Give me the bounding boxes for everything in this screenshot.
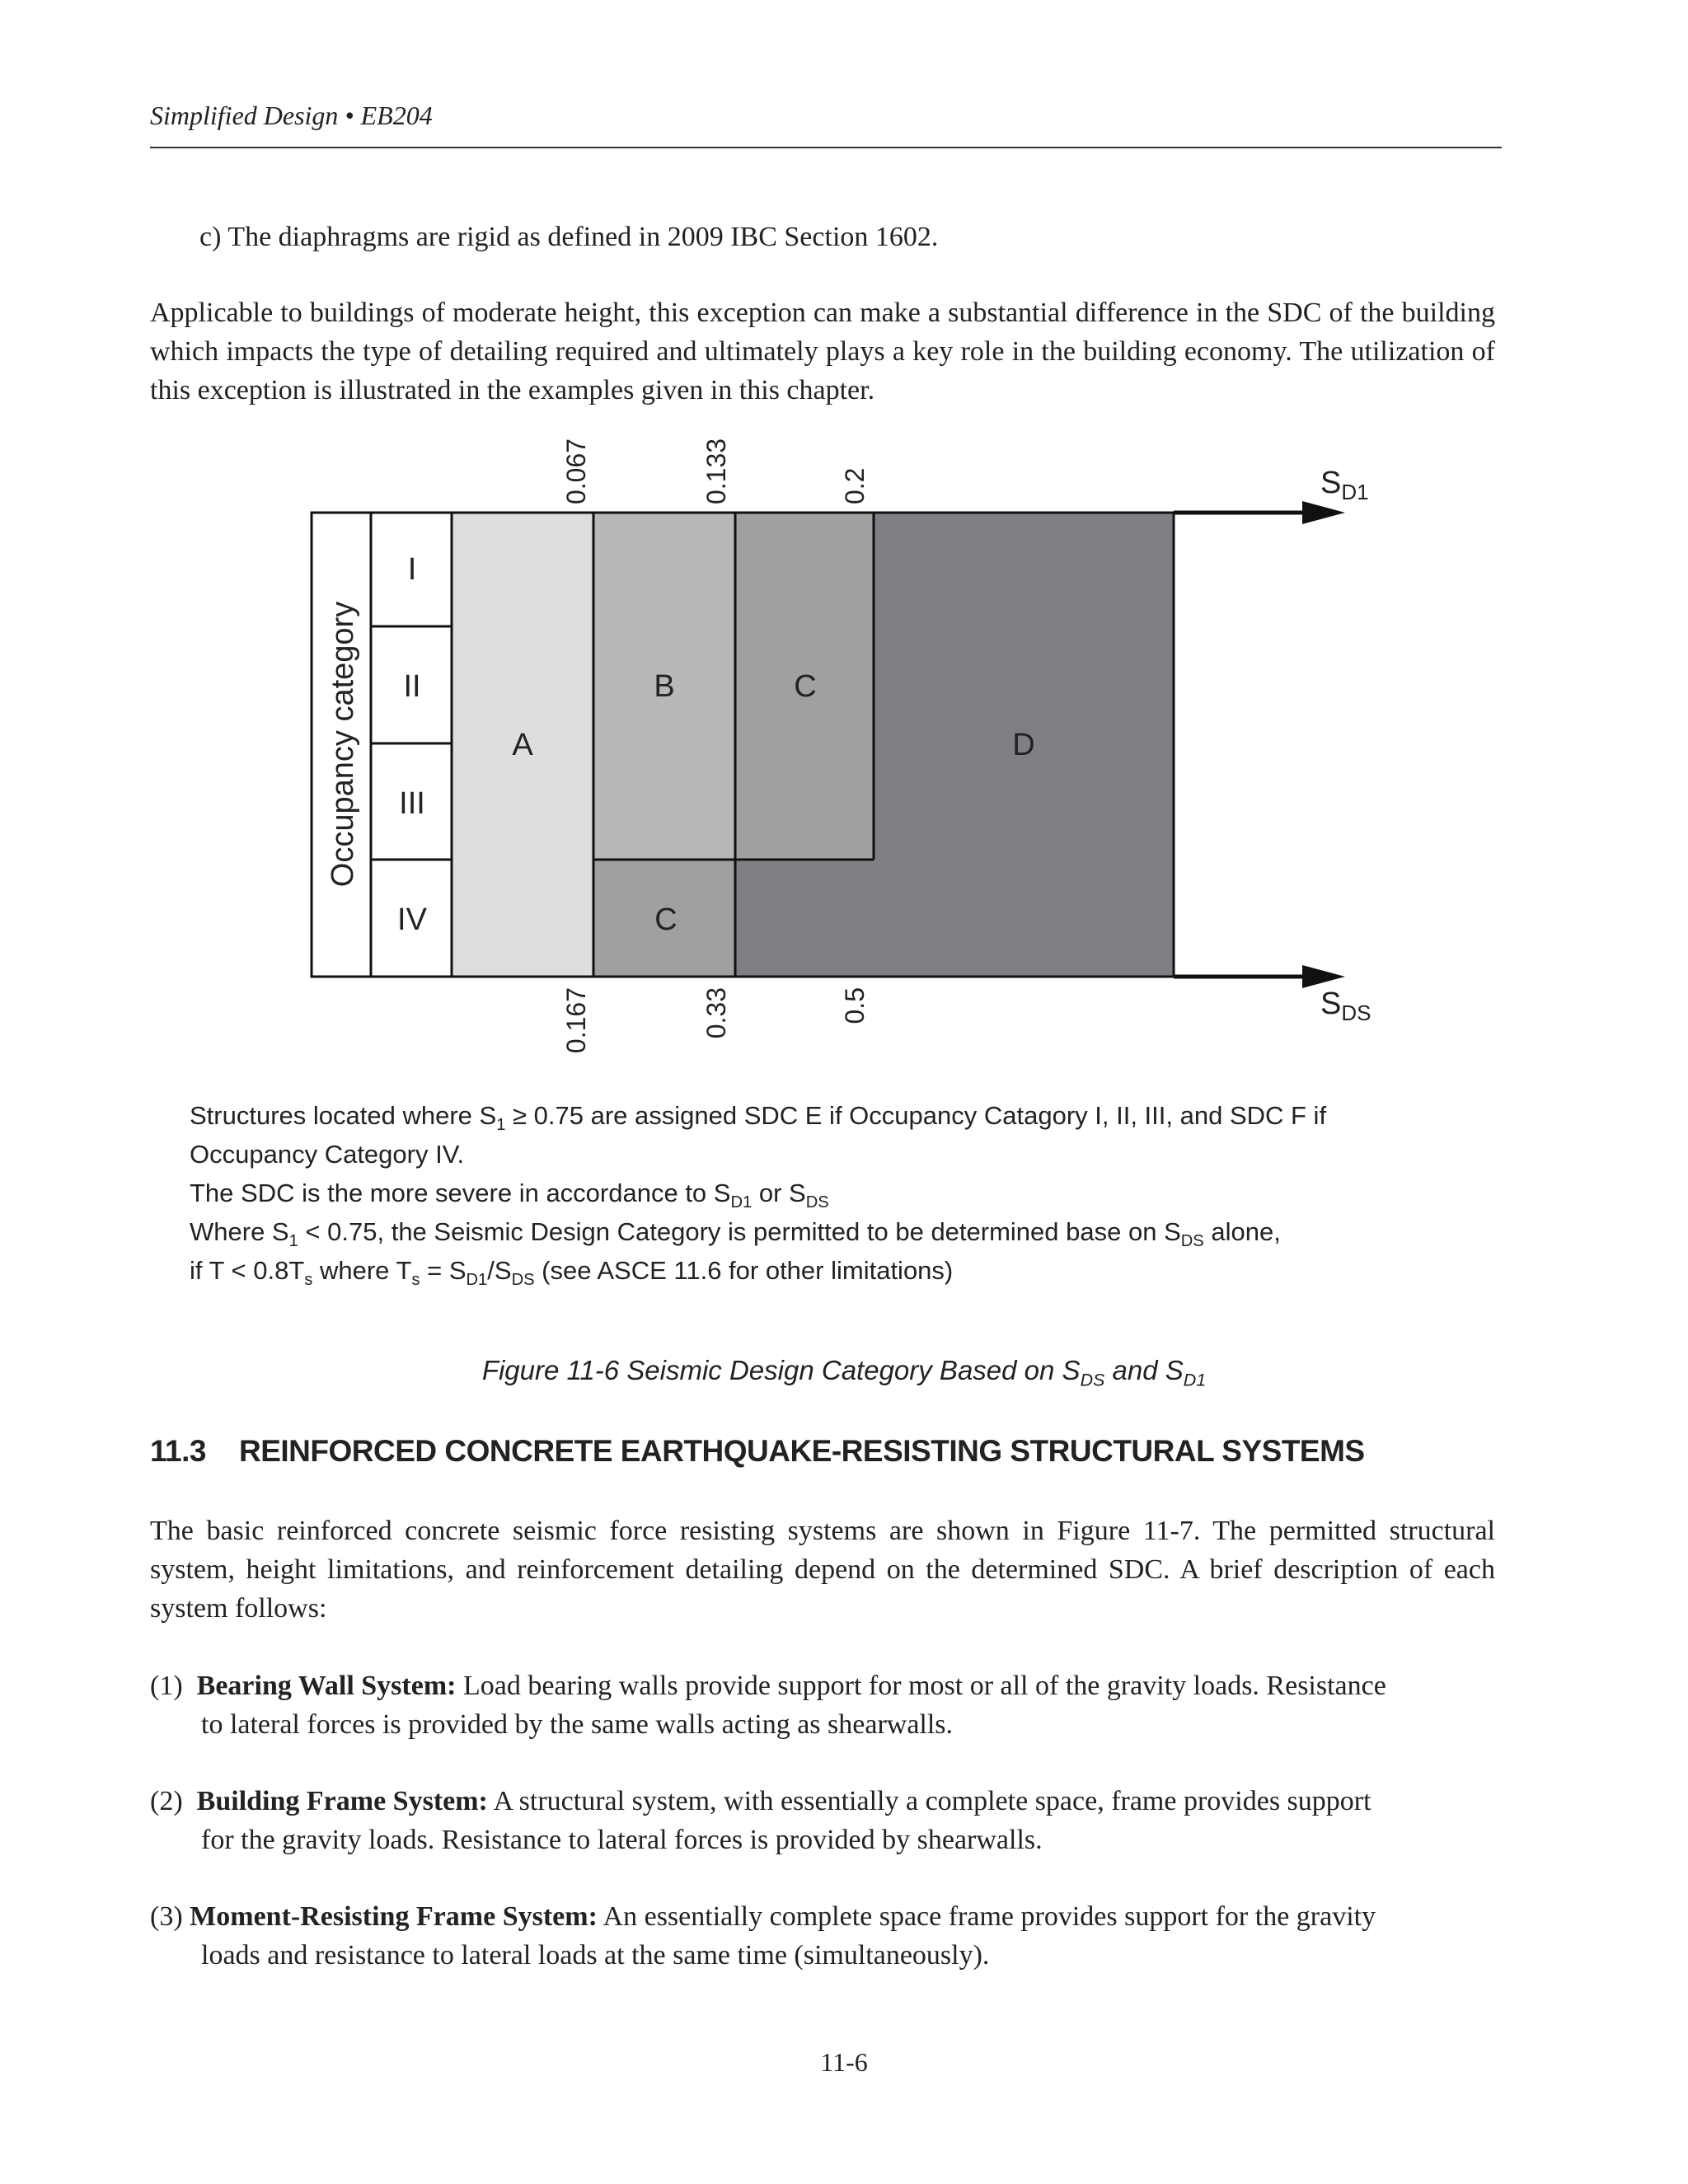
occupancy-axis-label: Occupancy category	[326, 601, 360, 888]
sdc-figure	[0, 0, 1688, 1071]
figure-caption: Figure 11-6 Seismic Design Category Based on $S_{DS}$ and $S_{D1}$	[481, 1355, 1207, 1390]
region-label-c-upper: C	[794, 669, 817, 704]
note-line-4: Where $S_1 < 0.75$, the Seismic Design Category is permitted to be determined base on $S_{DS}$ alone,	[190, 1217, 1281, 1251]
systems-paragraph: The basic reinforced concrete seismic force resisting systems are shown in Figure 11-7. The permitted structural system, height limitations, and reinforcement detailing depend on the determined SDC. A brief description of each system follows:	[150, 1516, 1495, 1624]
section-heading	[150, 1434, 1365, 1469]
region-label-b: B	[654, 669, 675, 704]
category-label-ii: II	[403, 669, 421, 704]
sds-arrowhead	[1302, 965, 1345, 988]
sds-tick-0.33: 0.33	[701, 987, 731, 1039]
list-item: (1) Bearing Wall System: Load bearing walls provide support for most or all of the gravity loads. Resistance to lateral forces is provided by the same walls acting as shearwalls.	[150, 1671, 1386, 1740]
section-title: REINFORCED CONCRETE EARTHQUAKE-RESISTING STRUCTURAL SYSTEMS	[239, 1434, 1365, 1468]
sds-axis-label: $S_{DS}$	[1320, 987, 1372, 1025]
sd1-tick-0.2: 0.2	[840, 467, 870, 504]
category-label-iii: III	[399, 786, 425, 821]
sd1-axis-label: $S_{D1}$	[1320, 466, 1369, 504]
figure-notes	[190, 1096, 1475, 1290]
sd1-tick-0.133: 0.133	[701, 438, 731, 504]
note-line-3: The SDC is the more severe in accordance to $S_{D1}$ or $S_{DS}$	[190, 1179, 829, 1212]
list-item: (2) Building Frame System: A structural system, with essentially a complete space, frame provides support for the gravity loads. Resistance to lateral forces is provided by shearwalls.	[150, 1786, 1372, 1855]
sd1-tick-0.067: 0.067	[561, 438, 591, 504]
region-label-c-lower: C	[654, 902, 678, 937]
note-line-5: if $T < 0.8T_s$ where $T_s = S_{D1}/S_{DS}$ (see ASCE 11.6 for other limitations)	[190, 1256, 954, 1290]
list-item: (3) Moment-Resisting Frame System: An essentially complete space frame provides support for the gravity loads and resistance to lateral loads at the same time (simultaneously).	[150, 1901, 1376, 1971]
note-line-2: Occupancy Category IV.	[190, 1140, 465, 1169]
category-label-iv: IV	[397, 902, 427, 937]
condition-c: c) The diaphragms are rigid as defined in 2009 IBC Section 1602.	[199, 222, 939, 252]
sds-tick-0.167: 0.167	[561, 987, 591, 1054]
category-label-i: I	[407, 552, 417, 587]
exception-paragraph: Applicable to buildings of moderate height, this exception can make a substantial difference in the SDC of the building which impacts the type of detailing required and ultimately plays a key role in the building economy. The utilization of this exception is illustrated in the examples given in this chapter.	[150, 298, 1495, 405]
sds-tick-0.5: 0.5	[840, 987, 870, 1024]
note-line-1: Structures located where $S_1 \ge 0.75$ are assigned SDC E if Occupancy Catagory I, II, III, and SDC F if	[190, 1101, 1327, 1135]
page-number: 11-6	[820, 2047, 868, 2077]
region-label-d: D	[1012, 728, 1035, 762]
region-label-a: A	[512, 728, 533, 762]
running-header: Simplified Design • EB204	[150, 101, 433, 130]
sd1-arrowhead	[1302, 501, 1345, 524]
section-number: 11.3	[150, 1434, 206, 1468]
